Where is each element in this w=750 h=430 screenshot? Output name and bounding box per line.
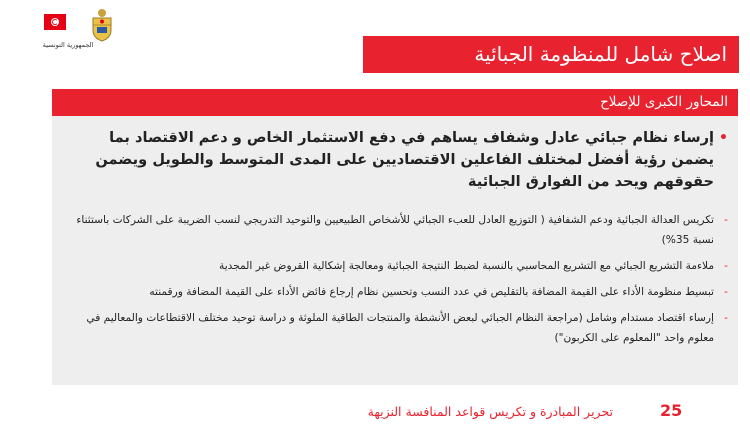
dash-icon: - [724,214,728,226]
tunisia-flag-icon [44,14,66,30]
sub-point-text: تبسيط منظومة الأداء على القيمة المضافة بالتقليص في عدد النسب وتحسين نظام إرجاع فائض الأداء على القيمة المضافة ورقمنته [149,286,714,298]
list-item [66,256,728,276]
coat-of-arms-icon [91,8,113,42]
sub-point-text: إرساء اقتصاد مستدام وشامل (مراجعة النظام الجبائي لبعض الأنشطة والمنتجات الطاقية الملوثة و دراسة توحيد مختلف الاقتطاعات والمعاليم في معلوم واحد "المعلوم على الكربون") [86,312,714,344]
content-panel [52,89,738,385]
header-logos [38,8,118,52]
dash-icon: - [724,312,728,324]
list-item [66,308,728,348]
dash-icon: - [724,286,728,298]
sub-point-text: تكريس العدالة الجبائية ودعم الشفافية ( التوزيع العادل للعبء الجبائي للأشخاص الطبيعيين والتوحيد التدريجي لنسب الضريبة على الشركات باستثناء نسبة 35%) [76,214,714,246]
sub-points-list [66,210,728,354]
page-title: اصلاح شامل للمنظومة الجبائية [363,36,739,73]
section-subheading: المحاور الكبرى للإصلاح [52,89,738,116]
footer-text: تحرير المبادرة و تكريس قواعد المنافسة النزيهة [367,404,613,419]
dash-icon: - [724,260,728,272]
list-item [66,210,728,250]
bullet-dot-icon: • [719,130,728,146]
list-item [66,282,728,302]
main-bullet-point [66,127,728,193]
page-number: 25 [660,401,683,420]
republic-label: الجمهورية التونسية [42,41,94,49]
sub-point-text: ملاءمة التشريع الجبائي مع التشريع المحاسبي بالنسبة لضبط النتيجة الجبائية ومعالجة إشكالية القروض غير المجدية [219,260,714,272]
main-point-text: إرساء نظام جبائي عادل وشفاف يساهم في دفع الاستثمار الخاص و دعم الاقتصاد بما يضمن رؤية أفضل لمختلف الفاعلين الاقتصاديين على المدى المتوسط والطويل ويضمن حقوقهم ويحد من الفوارق الجبائية [95,129,714,190]
